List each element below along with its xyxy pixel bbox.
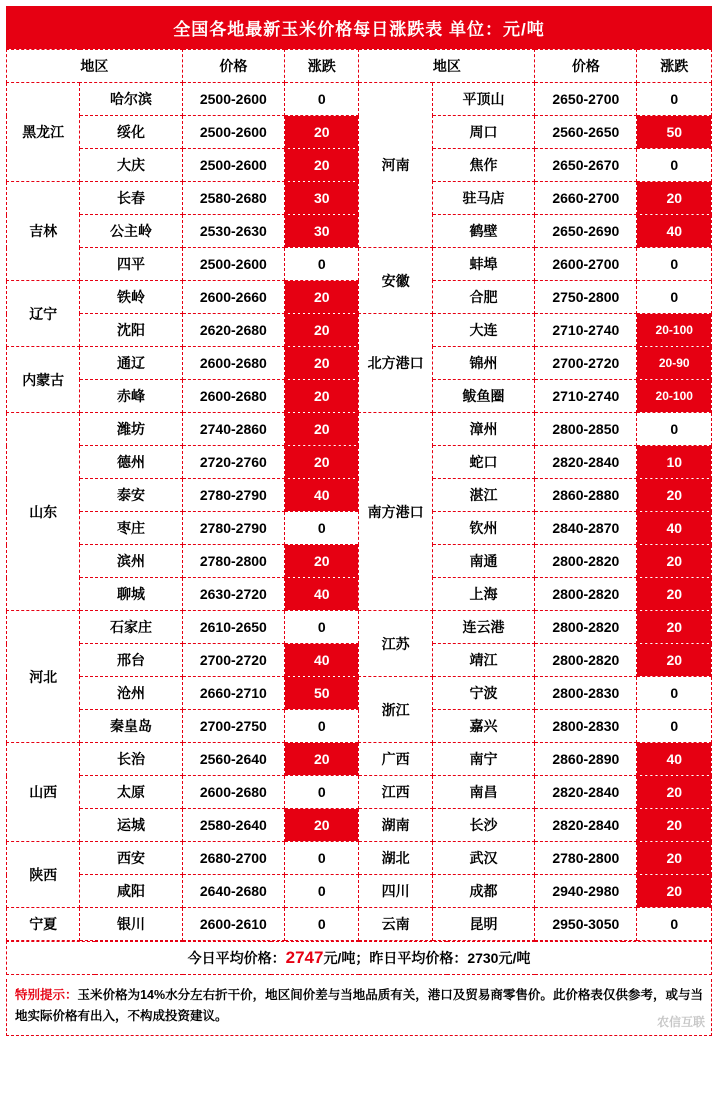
change-cell-right: 20 xyxy=(637,611,712,644)
change-cell-right: 20 xyxy=(637,182,712,215)
change-cell-right: 20 xyxy=(637,875,712,908)
today-avg-unit: 元/吨； xyxy=(323,950,370,966)
yesterday-avg-value: 2730 xyxy=(467,950,499,966)
price-cell-left: 2500-2600 xyxy=(182,83,284,116)
price-cell-right: 2820-2840 xyxy=(535,776,637,809)
city-cell-right: 漳州 xyxy=(432,413,534,446)
province-cell-left: 山西 xyxy=(7,743,80,842)
change-cell-right: 20-100 xyxy=(637,380,712,413)
price-cell-right: 2820-2840 xyxy=(535,809,637,842)
city-cell-right: 大连 xyxy=(432,314,534,347)
city-cell-left: 通辽 xyxy=(80,347,182,380)
average-price-cell xyxy=(7,942,712,975)
header-price-right: 价格 xyxy=(535,50,637,83)
change-cell-left: 20 xyxy=(284,116,359,149)
change-cell-right: 20-100 xyxy=(637,314,712,347)
province-cell-right: 云南 xyxy=(359,908,432,941)
city-cell-left: 运城 xyxy=(80,809,182,842)
change-cell-left: 20 xyxy=(284,545,359,578)
city-cell-left: 长治 xyxy=(80,743,182,776)
price-cell-right: 2600-2700 xyxy=(535,248,637,281)
table-row xyxy=(7,908,712,941)
city-cell-right: 宁波 xyxy=(432,677,534,710)
price-cell-right: 2710-2740 xyxy=(535,380,637,413)
city-cell-left: 绥化 xyxy=(80,116,182,149)
city-cell-right: 合肥 xyxy=(432,281,534,314)
city-cell-left: 石家庄 xyxy=(80,611,182,644)
price-cell-left: 2600-2610 xyxy=(182,908,284,941)
price-cell-right: 2710-2740 xyxy=(535,314,637,347)
change-cell-right: 50 xyxy=(637,116,712,149)
province-cell-right: 浙江 xyxy=(359,677,432,743)
price-cell-right: 2800-2820 xyxy=(535,644,637,677)
corn-price-table xyxy=(6,49,712,941)
city-cell-left: 沈阳 xyxy=(80,314,182,347)
city-cell-right: 成都 xyxy=(432,875,534,908)
change-cell-right: 20-90 xyxy=(637,347,712,380)
change-cell-left: 0 xyxy=(284,83,359,116)
price-cell-left: 2500-2600 xyxy=(182,116,284,149)
city-cell-right: 武汉 xyxy=(432,842,534,875)
city-cell-left: 哈尔滨 xyxy=(80,83,182,116)
yesterday-avg-label: 昨日平均价格： xyxy=(369,950,468,966)
province-cell-right: 河南 xyxy=(359,83,432,248)
price-cell-left: 2640-2680 xyxy=(182,875,284,908)
change-cell-right: 0 xyxy=(637,413,712,446)
table-row xyxy=(7,942,712,975)
province-cell-left: 陕西 xyxy=(7,842,80,908)
price-cell-right: 2700-2720 xyxy=(535,347,637,380)
city-cell-right: 昆明 xyxy=(432,908,534,941)
price-cell-right: 2860-2880 xyxy=(535,479,637,512)
note-lead: 特别提示： xyxy=(15,988,78,1002)
table-header-row xyxy=(7,50,712,83)
table-body xyxy=(7,50,712,941)
change-cell-right: 0 xyxy=(637,908,712,941)
table-row xyxy=(7,677,712,710)
province-cell-left: 山东 xyxy=(7,413,80,611)
city-cell-left: 枣庄 xyxy=(80,512,182,545)
province-cell-left: 黑龙江 xyxy=(7,83,80,182)
price-cell-right: 2800-2820 xyxy=(535,578,637,611)
price-cell-right: 2780-2800 xyxy=(535,842,637,875)
province-cell-left: 辽宁 xyxy=(7,281,80,347)
change-cell-left: 20 xyxy=(284,347,359,380)
city-cell-left: 赤峰 xyxy=(80,380,182,413)
price-cell-left: 2720-2760 xyxy=(182,446,284,479)
price-cell-left: 2600-2680 xyxy=(182,380,284,413)
price-cell-left: 2780-2790 xyxy=(182,479,284,512)
price-cell-right: 2660-2700 xyxy=(535,182,637,215)
change-cell-right: 20 xyxy=(637,578,712,611)
price-cell-right: 2750-2800 xyxy=(535,281,637,314)
price-cell-right: 2560-2650 xyxy=(535,116,637,149)
page-title: 全国各地最新玉米价格每日涨跌表 单位：元/吨 xyxy=(6,6,712,49)
header-region-right: 地区 xyxy=(359,50,535,83)
change-cell-left: 30 xyxy=(284,215,359,248)
change-cell-left: 40 xyxy=(284,644,359,677)
price-cell-left: 2630-2720 xyxy=(182,578,284,611)
city-cell-right: 南宁 xyxy=(432,743,534,776)
table-row xyxy=(7,743,712,776)
city-cell-right: 鹤壁 xyxy=(432,215,534,248)
change-cell-left: 0 xyxy=(284,842,359,875)
table-row xyxy=(7,809,712,842)
price-cell-left: 2600-2680 xyxy=(182,776,284,809)
average-summary-table xyxy=(6,941,712,975)
province-cell-left: 内蒙古 xyxy=(7,347,80,413)
city-cell-left: 聊城 xyxy=(80,578,182,611)
province-cell-right: 北方港口 xyxy=(359,314,432,413)
table-row xyxy=(7,875,712,908)
change-cell-right: 20 xyxy=(637,776,712,809)
change-cell-left: 20 xyxy=(284,413,359,446)
change-cell-right: 0 xyxy=(637,710,712,743)
change-cell-left: 20 xyxy=(284,380,359,413)
today-avg-label: 今日平均价格： xyxy=(187,950,286,966)
price-cell-left: 2500-2600 xyxy=(182,248,284,281)
change-cell-right: 20 xyxy=(637,479,712,512)
price-cell-left: 2600-2680 xyxy=(182,347,284,380)
price-cell-left: 2740-2860 xyxy=(182,413,284,446)
table-row xyxy=(7,314,712,347)
header-change-right: 涨跌 xyxy=(637,50,712,83)
footer-note xyxy=(6,979,712,1036)
price-cell-left: 2780-2790 xyxy=(182,512,284,545)
city-cell-left: 沧州 xyxy=(80,677,182,710)
price-cell-left: 2780-2800 xyxy=(182,545,284,578)
province-cell-left: 河北 xyxy=(7,611,80,743)
price-cell-left: 2500-2600 xyxy=(182,149,284,182)
city-cell-right: 南通 xyxy=(432,545,534,578)
city-cell-right: 焦作 xyxy=(432,149,534,182)
city-cell-left: 太原 xyxy=(80,776,182,809)
city-cell-left: 滨州 xyxy=(80,545,182,578)
watermark-label: 农信互联 xyxy=(656,1015,705,1030)
change-cell-left: 20 xyxy=(284,314,359,347)
change-cell-left: 50 xyxy=(284,677,359,710)
price-cell-right: 2800-2820 xyxy=(535,545,637,578)
change-cell-right: 40 xyxy=(637,743,712,776)
price-cell-left: 2700-2750 xyxy=(182,710,284,743)
price-cell-left: 2560-2640 xyxy=(182,743,284,776)
city-cell-right: 长沙 xyxy=(432,809,534,842)
change-cell-right: 20 xyxy=(637,545,712,578)
price-cell-left: 2610-2650 xyxy=(182,611,284,644)
price-cell-left: 2700-2720 xyxy=(182,644,284,677)
city-cell-right: 湛江 xyxy=(432,479,534,512)
province-cell-right: 四川 xyxy=(359,875,432,908)
change-cell-right: 20 xyxy=(637,809,712,842)
price-cell-right: 2820-2840 xyxy=(535,446,637,479)
city-cell-right: 上海 xyxy=(432,578,534,611)
city-cell-left: 潍坊 xyxy=(80,413,182,446)
change-cell-left: 40 xyxy=(284,578,359,611)
price-cell-right: 2940-2980 xyxy=(535,875,637,908)
price-cell-left: 2680-2700 xyxy=(182,842,284,875)
city-cell-right: 驻马店 xyxy=(432,182,534,215)
city-cell-right: 鲅鱼圈 xyxy=(432,380,534,413)
today-avg-value: 2747 xyxy=(285,948,324,967)
price-cell-left: 2620-2680 xyxy=(182,314,284,347)
city-cell-right: 靖江 xyxy=(432,644,534,677)
change-cell-right: 0 xyxy=(637,677,712,710)
price-cell-right: 2650-2670 xyxy=(535,149,637,182)
note-text: 玉米价格为14%水分左右折干价，地区间价差与当地品质有关，港口及贸易商零售价。此价格表仅供参考，或与当地实际价格有出入，不构成投资建议。 xyxy=(15,988,703,1024)
price-cell-left: 2580-2640 xyxy=(182,809,284,842)
city-cell-right: 钦州 xyxy=(432,512,534,545)
city-cell-right: 周口 xyxy=(432,116,534,149)
change-cell-left: 0 xyxy=(284,875,359,908)
city-cell-right: 锦州 xyxy=(432,347,534,380)
table-row xyxy=(7,776,712,809)
change-cell-right: 10 xyxy=(637,446,712,479)
price-cell-right: 2650-2690 xyxy=(535,215,637,248)
city-cell-left: 邢台 xyxy=(80,644,182,677)
change-cell-left: 20 xyxy=(284,149,359,182)
price-cell-left: 2530-2630 xyxy=(182,215,284,248)
province-cell-right: 江西 xyxy=(359,776,432,809)
price-cell-right: 2860-2890 xyxy=(535,743,637,776)
province-cell-left: 吉林 xyxy=(7,182,80,281)
city-cell-left: 咸阳 xyxy=(80,875,182,908)
header-change-left: 涨跌 xyxy=(284,50,359,83)
table-row xyxy=(7,83,712,116)
city-cell-left: 德州 xyxy=(80,446,182,479)
change-cell-right: 0 xyxy=(637,248,712,281)
change-cell-right: 0 xyxy=(637,281,712,314)
province-cell-right: 广西 xyxy=(359,743,432,776)
change-cell-left: 20 xyxy=(284,743,359,776)
change-cell-left: 0 xyxy=(284,776,359,809)
change-cell-left: 20 xyxy=(284,809,359,842)
city-cell-right: 平顶山 xyxy=(432,83,534,116)
change-cell-left: 20 xyxy=(284,281,359,314)
city-cell-left: 大庆 xyxy=(80,149,182,182)
city-cell-left: 四平 xyxy=(80,248,182,281)
city-cell-right: 蚌埠 xyxy=(432,248,534,281)
city-cell-left: 长春 xyxy=(80,182,182,215)
city-cell-left: 银川 xyxy=(80,908,182,941)
price-cell-left: 2660-2710 xyxy=(182,677,284,710)
province-cell-right: 湖南 xyxy=(359,809,432,842)
change-cell-left: 40 xyxy=(284,479,359,512)
price-cell-right: 2950-3050 xyxy=(535,908,637,941)
city-cell-right: 连云港 xyxy=(432,611,534,644)
price-cell-left: 2580-2680 xyxy=(182,182,284,215)
change-cell-left: 0 xyxy=(284,248,359,281)
change-cell-right: 20 xyxy=(637,644,712,677)
table-row xyxy=(7,413,712,446)
price-cell-left: 2600-2660 xyxy=(182,281,284,314)
price-cell-right: 2650-2700 xyxy=(535,83,637,116)
province-cell-right: 南方港口 xyxy=(359,413,432,611)
change-cell-left: 30 xyxy=(284,182,359,215)
city-cell-left: 秦皇岛 xyxy=(80,710,182,743)
change-cell-right: 0 xyxy=(637,149,712,182)
change-cell-left: 0 xyxy=(284,908,359,941)
table-row xyxy=(7,842,712,875)
change-cell-left: 0 xyxy=(284,512,359,545)
price-cell-right: 2800-2830 xyxy=(535,677,637,710)
province-cell-left: 宁夏 xyxy=(7,908,80,941)
change-cell-left: 0 xyxy=(284,611,359,644)
change-cell-right: 0 xyxy=(637,83,712,116)
header-price-left: 价格 xyxy=(182,50,284,83)
price-cell-right: 2800-2830 xyxy=(535,710,637,743)
price-cell-right: 2840-2870 xyxy=(535,512,637,545)
price-cell-right: 2800-2850 xyxy=(535,413,637,446)
change-cell-right: 40 xyxy=(637,512,712,545)
city-cell-right: 南昌 xyxy=(432,776,534,809)
city-cell-left: 泰安 xyxy=(80,479,182,512)
province-cell-right: 湖北 xyxy=(359,842,432,875)
price-cell-right: 2800-2820 xyxy=(535,611,637,644)
header-region-left: 地区 xyxy=(7,50,183,83)
change-cell-right: 20 xyxy=(637,842,712,875)
change-cell-right: 40 xyxy=(637,215,712,248)
yesterday-avg-unit: 元/吨 xyxy=(498,950,531,966)
province-cell-right: 安徽 xyxy=(359,248,432,314)
change-cell-left: 20 xyxy=(284,446,359,479)
city-cell-left: 西安 xyxy=(80,842,182,875)
table-row xyxy=(7,611,712,644)
change-cell-left: 0 xyxy=(284,710,359,743)
table-row xyxy=(7,248,712,281)
city-cell-right: 蛇口 xyxy=(432,446,534,479)
city-cell-left: 公主岭 xyxy=(80,215,182,248)
city-cell-right: 嘉兴 xyxy=(432,710,534,743)
city-cell-left: 铁岭 xyxy=(80,281,182,314)
province-cell-right: 江苏 xyxy=(359,611,432,677)
